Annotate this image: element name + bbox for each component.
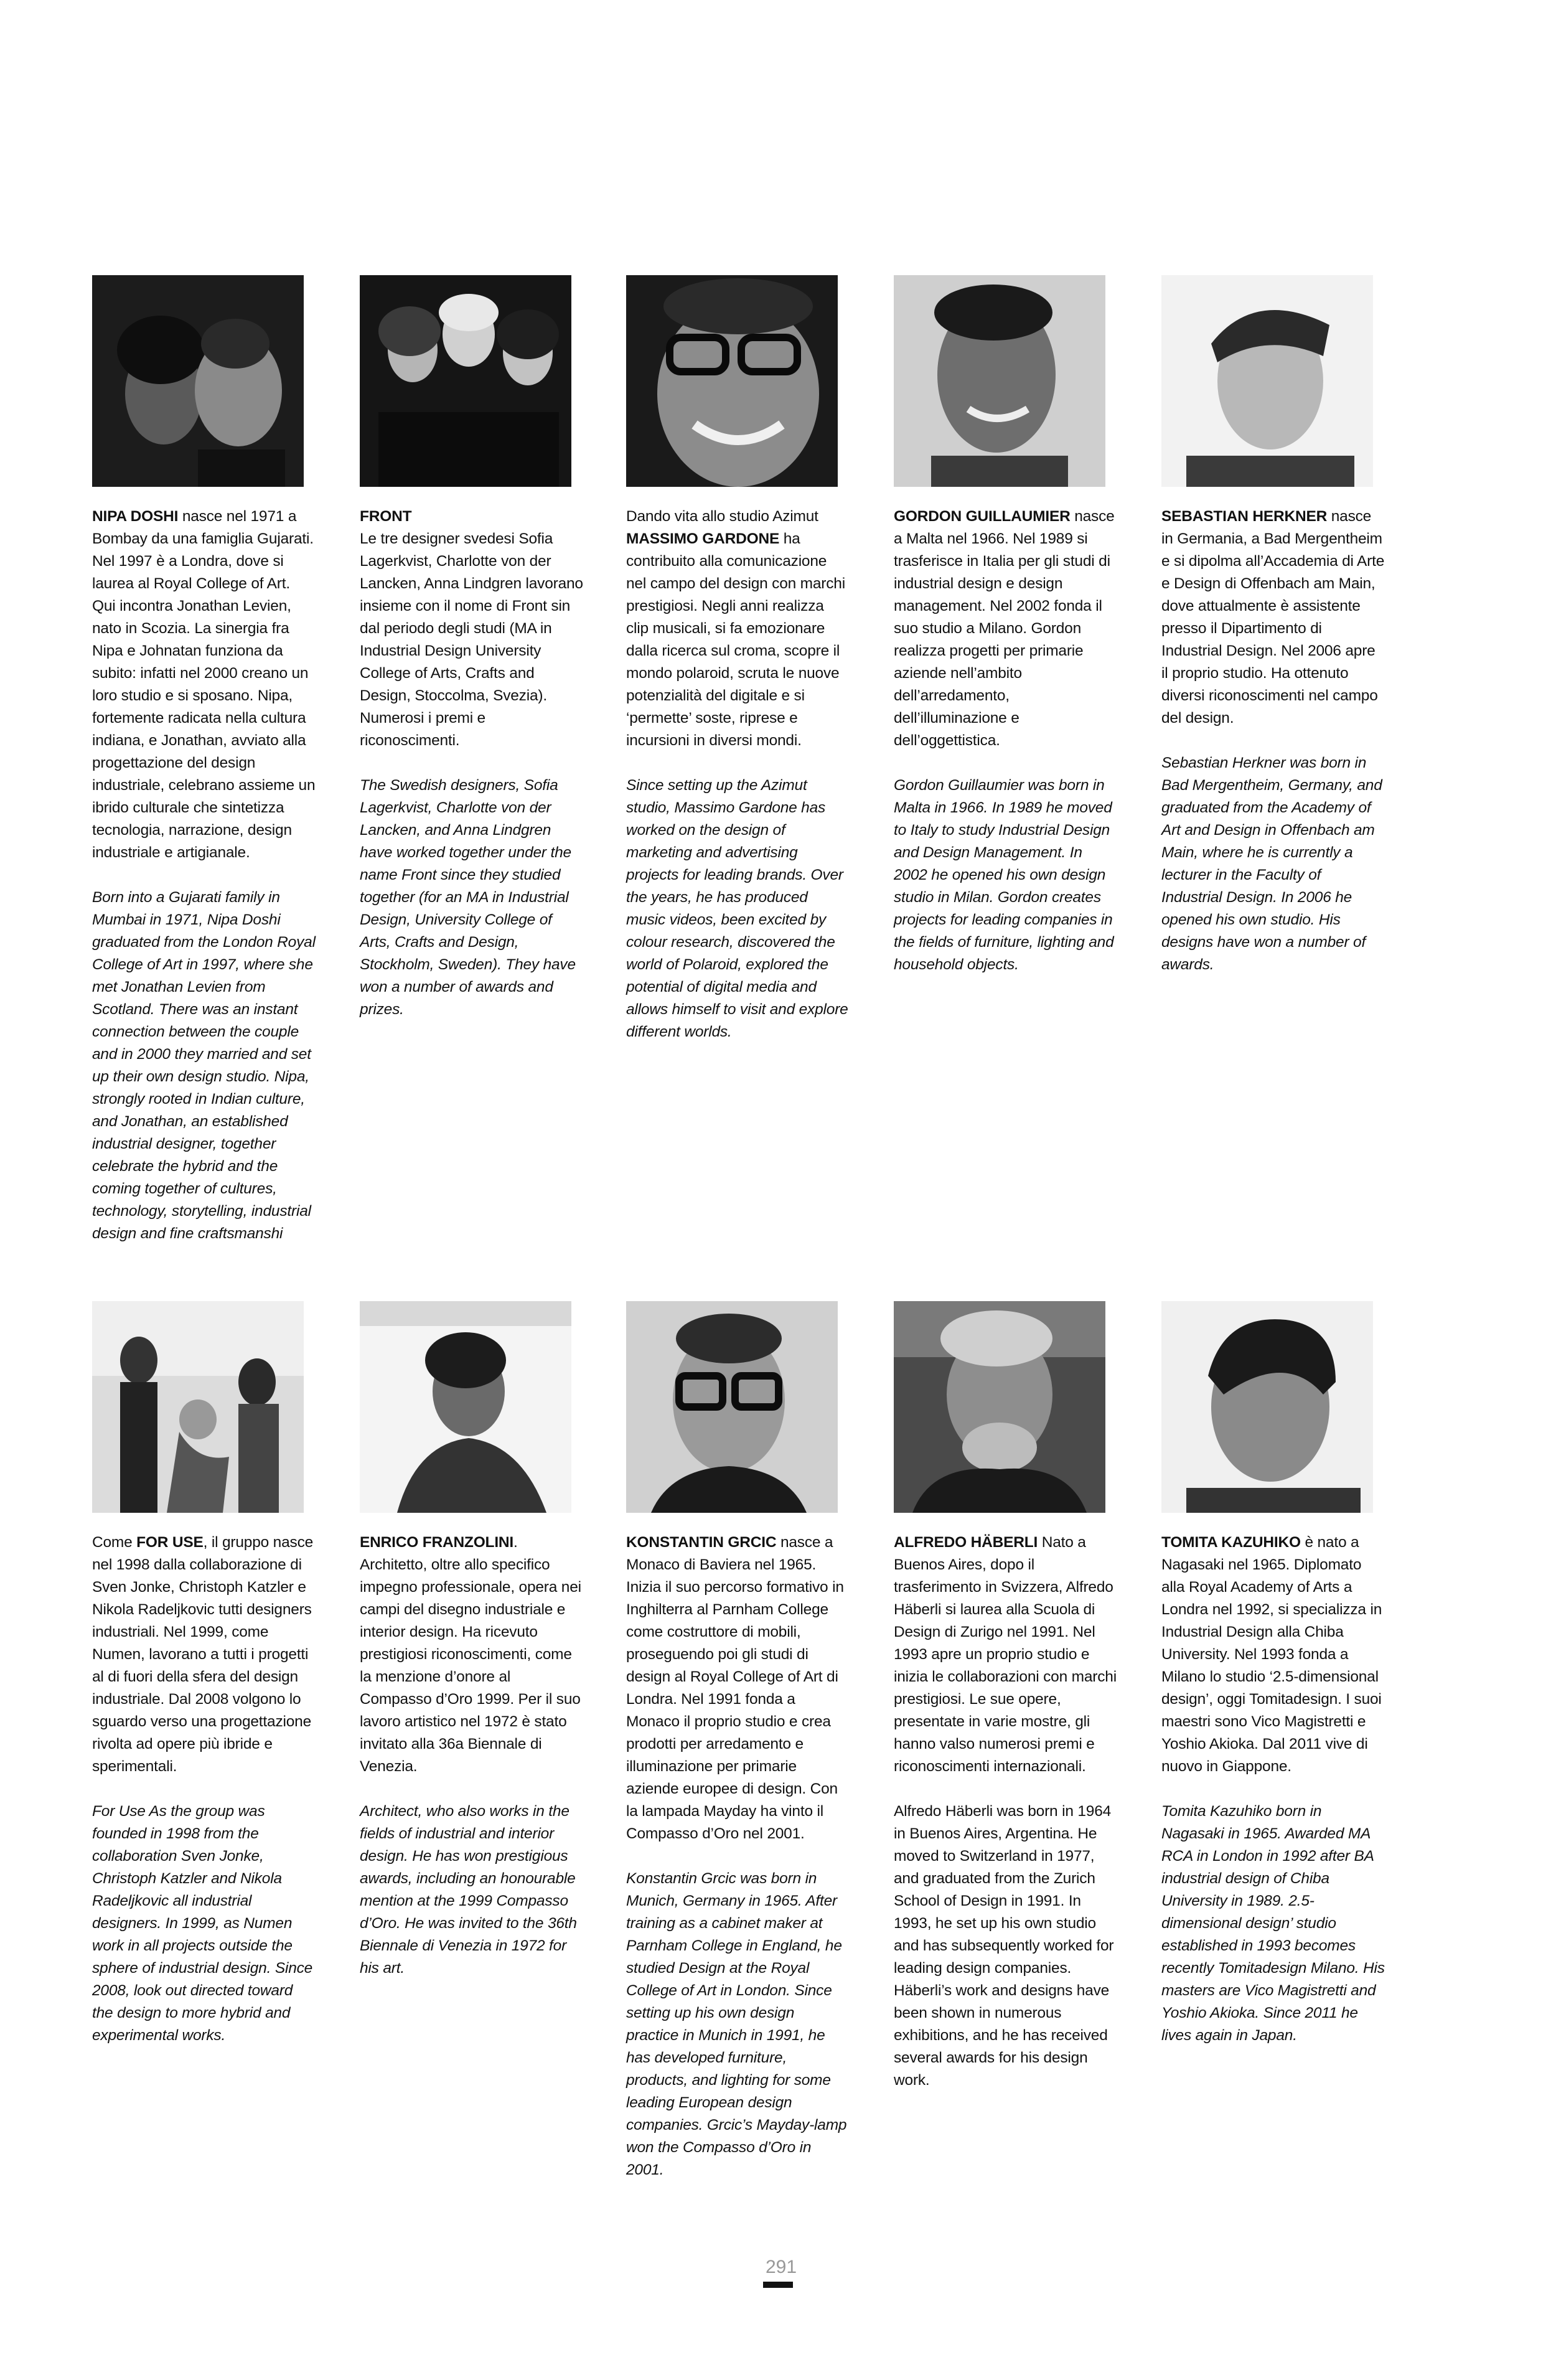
photo-massimo-gardone [626,275,838,487]
english-bio: Gordon Guillaumier was born in Malta in 1966. In 1989 he moved to Italy to study Industrial Design and Design Management. In 2002 he opened his own design studio in Milan. Gordon creates projects for leading companies in the fields of furniture, lighting and household objects. [894,777,1114,973]
english-bio: Alfredo Häberli was born in 1964 in Buenos Aires, Argentina. He moved to Switzerland in 1977, and graduated from the Zurich School of Design in 1991. In 1993, he set up his own studio and has subsequently worked for leading design companies. Häberli’s work and designs have been shown in numerous exhibitions, and he has received several awards for his design work. [894,1803,1114,2089]
english-bio: Konstantin Grcic was born in Munich, Germany in 1965. After training as a cabinet maker at Parnham College in England, he studied Design at the Royal College of Art in London. Since setting up his own design practice in Munich in 1991, he has developed furniture, products, and lighting for some leading European design companies. Grcic’s Mayday-lamp won the Compasso d’Oro in 2001. [626,1870,847,2178]
bio-tomita-kazuhiko: TOMITA KAZUHIKO è nato a Nagasaki nel 1965. Diplomato alla Royal Academy of Arts a Londra nel 1992, si specializza in Industrial Design alla Chiba University. Nel 1993 fonda a Milano lo studio ‘2.5-dimensional design’, oggi Tomitadesign. I suoi maestri sono Vico Magistretti e Yoshio Akioka. Dal 2011 vive di nuovo in Giappone. Tomita Kazuhiko born in Nagasaki in 1965. Awarded MA RCA in London in 1992 after BA industrial design of Chiba University in 1989. 2.5-dimensional design’ studio established in 1993 becomes recently Tomitadesign Milano. His masters are Vico Magistretti and Yoshio Akioka. Since 2011 he lives again in Japan. [1161,1301,1385,2069]
bio-for-use: Come FOR USE, il gruppo nasce nel 1998 dalla collaborazione di Sven Jonke, Christoph Katzler e Nikola Radeljkovic tutti designers industriali. Nel 1999, come Numen, lavorano a tutti i progetti al di fuori della sfera del design industriale. Dal 2008 volgono lo sguardo verso una progettazione rivolta ad opere più ibride e sperimentali. For Use As the group was founded in 1998 from the collaboration Sven Jonke, Christoph Katzler and Nikola Radeljkovic all industrial designers. In 1999, as Numen work in all projects outside the sphere of industrial design. Since 2008, look out directed toward the design to more hybrid and experimental works. [92,1301,316,2069]
designer-name: KONSTANTIN GRCIC [626,1534,777,1551]
english-bio: For Use As the group was founded in 1998 from the collaboration Sven Jonke, Christoph Katzler and Nikola Radeljkovic all industrial designers. In 1999, as Numen work in all projects outside the sphere of industrial design. Since 2008, look out directed toward the design to more hybrid and experimental works. [92,1803,313,2044]
designer-name: ALFREDO HÄBERLI [894,1534,1038,1551]
english-bio: Since setting up the Azimut studio, Massimo Gardone has worked on the design of marketing and advertising projects for leading brands. Over the years, he has produced music videos, been excited by colour research, discovered the world of Polaroid, explored the potential of digital media and allows himself to visit and explore different worlds. [626,777,848,1040]
photo-sebastian-herkner [1161,275,1373,487]
bio-massimo-gardone: Dando vita allo studio Azimut MASSIMO GARDONE ha contribuito alla comunicazione nel campo del design con marchi prestigiosi. Negli anni realizza clip musicali, si fa emozionare dalla ricerca sul croma, scopre il mondo polaroid, scruta le nuove potenzialità del digitale e si ‘permette’ soste, riprese e incursioni in diversi mondi. Since setting up the Azimut studio, Massimo Gardone has worked on the design of marketing and advertising projects for leading brands. Over the years, he has produced music videos, been excited by colour research, discovered the world of Polaroid, explored the potential of digital media and allows himself to visit and explore different worlds. [626,275,850,1066]
english-bio: Architect, who also works in the fields of industrial and interior design. He has won prestigious awards, including an honourable mention at the 1999 Compasso d’Oro. He was invited to the 36th Biennale di Venezia in 1972 for his art. [360,1803,577,1977]
designer-name: GORDON GUILLAUMIER [894,508,1071,525]
designer-name: FOR USE [136,1534,204,1551]
bio-sebastian-herkner: SEBASTIAN HERKNER nasce in Germania, a Bad Mergentheim e si dipolma all’Accademia di Arte e Design di Offenbach am Main, dove attualmente è assistente presso il Dipartimento di Industrial Design. Nel 2006 apre il proprio studio. Ha ottenuto diversi riconoscimenti nel campo del design. Sebastian Herkner was born in Bad Mergentheim, Germany, and graduated from the Academy of Art and Design in Offenbach am Main, where he is currently a lecturer in the Faculty of Industrial Design. In 2006 he opened his own studio. His designs have won a number of awards. [1161,275,1385,999]
designer-name: ENRICO FRANZOLINI [360,1534,514,1551]
photo-for-use [92,1301,304,1513]
designer-name: SEBASTIAN HERKNER [1161,508,1328,525]
designer-name: MASSIMO GARDONE [626,530,780,547]
english-bio: Sebastian Herkner was born in Bad Mergentheim, Germany, and graduated from the Academy of Art and Design in Offenbach am Main, where he is currently a lecturer in the Faculty of Industrial Design. In 2006 he opened his own studio. His designs have won a number of awards. [1161,755,1382,973]
bio-nipa-doshi: NIPA DOSHI nasce nel 1971 a Bombay da una famiglia Gujarati. Nel 1997 è a Londra, dove si laurea al Royal College of Art. Qui incontra Jonathan Levien, nato in Scozia. La sinergia fra Nipa e Johnatan funziona da subito: infatti nel 2000 creano un loro studio e si sposano. Nipa, fortemente radicata nella cultura indiana, e Jonathan, avviato alla progettazione del design industriale, celebrano assieme un ibrido culturale che sintetizza tecnologia, narrazione, design industriale e artigianale. Born into a Gujarati family in Mumbai in 1971, Nipa Doshi graduated from the London Royal College of Art in 1997, where she met Jonathan Levien from Scotland. There was an instant connection between the couple and in 2000 they married and set up their own design studio. Nipa, strongly rooted in Indian culture, and Jonathan, an established industrial designer, together celebrate the hybrid and the coming together of cultures, technology, storytelling, industrial design and fine craftsmanshi [92,275,316,1268]
bio-alfredo-haberli: ALFREDO HÄBERLI Nato a Buenos Aires, dopo il trasferimento in Svizzera, Alfredo Häberli si laurea alla Scuola di Design di Zurigo nel 1991. Nel 1993 apre un proprio studio e inizia le collaborazioni con marchi prestigiosi. Le sue opere, presentate in varie mostre, gli hanno valso numerosi premi e riconoscimenti internazionali. Alfredo Häberli was born in 1964 in Buenos Aires, Argentina. He moved to Switzerland in 1977, and graduated from the Zurich School of Design in 1991. In 1993, he set up his own studio and has subsequently worked for leading design companies. Häberli’s work and designs have been shown in numerous exhibitions, and he has received several awards for his design work. [894,1301,1118,2114]
photo-gordon-guillaumier [894,275,1105,487]
designer-name: FRONT [360,508,412,525]
english-bio: Born into a Gujarati family in Mumbai in 1971, Nipa Doshi graduated from the London Royal College of Art in 1997, where she met Jonathan Levien from Scotland. There was an instant connection between the couple and in 2000 they married and set up their own design studio. Nipa, strongly rooted in Indian culture, and Jonathan, an established industrial designer, together celebrate the hybrid and the coming together of cultures, technology, storytelling, industrial design and fine craftsmanshi [92,889,316,1242]
english-bio: Tomita Kazuhiko born in Nagasaki in 1965. Awarded MA RCA in London in 1992 after BA industrial design of Chiba University in 1989. 2.5-dimensional design’ studio established in 1993 becomes recently Tomitadesign Milano. His masters are Vico Magistretti and Yoshio Akioka. Since 2011 he lives again in Japan. [1161,1803,1385,2044]
bio-konstantin-grcic: KONSTANTIN GRCIC nasce a Monaco di Baviera nel 1965. Inizia il suo percorso formativo in Inghilterra al Parnham College come costruttore di mobili, proseguendo poi gli studi di design al Royal College of Art di Londra. Nel 1991 fonda a Monaco il proprio studio e crea prodotti per arredamento e illuminazione per primarie aziende europee di design. Con la lampada Mayday ha vinto il Compasso d’Oro nel 2001. Konstantin Grcic was born in Munich, Germany in 1965. After training as a cabinet maker at Parnham College in England, he studied Design at the Royal College of Art in London. Since setting up his own design practice in Munich in 1991, he has developed furniture, products, and lighting for some leading European design companies. Grcic’s Mayday-lamp won the Compasso d’Oro in 2001. [626,1301,850,2204]
designer-name: NIPA DOSHI [92,508,179,525]
bio-front: FRONT Le tre designer svedesi Sofia Lagerkvist, Charlotte von der Lancken, Anna Lindgren lavorano insieme con il nome di Front sin dal periodo degli studi (MA in Industrial Design University College of Arts, Crafts and Design, Stoccolma, Svezia). Numerosi i premi e riconoscimenti. The Swedish designers, Sofia Lagerkvist, Charlotte von der Lancken, and Anna Lindgren have worked together under the name Front since they studied together (for an MA in Industrial Design, University College of Arts, Crafts and Design, Stockholm, Sweden). They have won a number of awards and prizes. [360,275,584,1043]
photo-alfredo-haberli [894,1301,1105,1513]
photo-enrico-franzolini [360,1301,571,1513]
bio-enrico-franzolini: ENRICO FRANZOLINI. Architetto, oltre allo specifico impegno professionale, opera nei campi del disegno industriale e interior design. Ha ricevuto prestigiosi riconoscimenti, come la menzione d’onore al Compasso d’Oro 1999. Per il suo lavoro artistico nel 1972 è stato invitato alla 36a Biennale di Venezia. Architect, who also works in the fields of industrial and interior design. He has won prestigious awards, including an honourable mention at the 1999 Compasso d’Oro. He was invited to the 36th Biennale di Venezia in 1972 for his art. [360,1301,584,2002]
page-number: 291 [766,2257,797,2277]
designer-name: TOMITA KAZUHIKO [1161,1534,1301,1551]
english-bio: The Swedish designers, Sofia Lagerkvist, Charlotte von der Lancken, and Anna Lindgren have worked together under the name Front since they studied together (for an MA in Industrial Design, University College of Arts, Crafts and Design, Stockholm, Sweden). They have won a number of awards and prizes. [360,777,576,1018]
photo-nipa-doshi [92,275,304,487]
bio-gordon-guillaumier: GORDON GUILLAUMIER nasce a Malta nel 1966. Nel 1989 si trasferisce in Italia per gli studi di industrial design e design management. Nel 2002 fonda il suo studio a Milano. Gordon realizza progetti per primarie aziende nell’ambito dell’arredamento, dell’illuminazione e dell’oggettistica. Gordon Guillaumier was born in Malta in 1966. In 1989 he moved to Italy to study Industrial Design and Design Management. In 2002 he opened his own design studio in Milan. Gordon creates projects for leading companies in the fields of furniture, lighting and household objects. [894,275,1118,999]
photo-konstantin-grcic [626,1301,838,1513]
photo-tomita-kazuhiko [1161,1301,1373,1513]
photo-front [360,275,571,487]
page-number-bar [763,2282,793,2288]
